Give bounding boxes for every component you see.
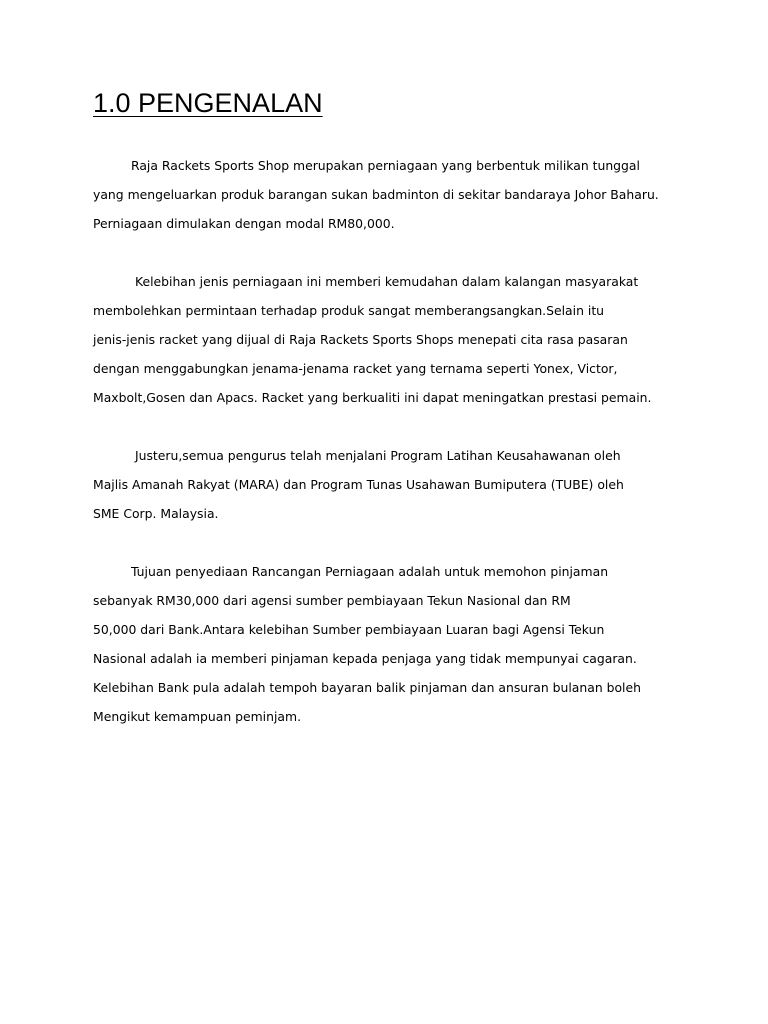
text-line: Mengikut kemampuan peminjam. [93,709,302,724]
text-line: Tujuan penyediaan Rancangan Perniagaan adalah untuk memohon pinjaman [131,564,609,579]
text-line: Kelebihan Bank pula adalah tempoh bayaran balik pinjaman dan ansuran bulanan boleh [93,680,641,695]
text-line: Kelebihan jenis perniagaan ini memberi kemudahan dalam kalangan masyarakat [131,274,639,289]
text-line: membolehkan permintaan terhadap produk sangat memberangsangkan.Selain itu [93,303,605,318]
text-line: Maxbolt,Gosen dan Apacs. Racket yang berkualiti ini dapat meningatkan prestasi pemain. [93,390,652,405]
text-line: 50,000 dari Bank.Antara kelebihan Sumber pembiayaan Luaran bagi Agensi Tekun [93,622,605,637]
text-line: sebanyak RM30,000 dari agensi sumber pembiayaan Tekun Nasional dan RM [93,593,571,608]
text-line: Perniagaan dimulakan dengan modal RM80,000. [93,216,395,231]
text-line: Nasional adalah ia memberi pinjaman kepada penjaga yang tidak mempunyai cagaran. [93,651,637,666]
text-line: jenis-jenis racket yang dijual di Raja Rackets Sports Shops menepati cita rasa pasaran [93,332,628,347]
text-line: yang mengeluarkan produk barangan sukan badminton di sekitar bandaraya Johor Baharu. [93,187,659,202]
text-line: Justeru,semua pengurus telah menjalani Program Latihan Keusahawanan oleh [131,448,621,463]
text-line: Majlis Amanah Rakyat (MARA) dan Program Tunas Usahawan Bumiputera (TUBE) oleh [93,477,624,492]
text-line: SME Corp. Malaysia. [93,506,219,521]
section-heading: 1.0 PENGENALAN [93,88,323,118]
text-line: Raja Rackets Sports Shop merupakan perniagaan yang berbentuk milikan tunggal [131,158,640,173]
text-line: dengan menggabungkan jenama-jenama racket yang ternama seperti Yonex, Victor, [93,361,618,376]
